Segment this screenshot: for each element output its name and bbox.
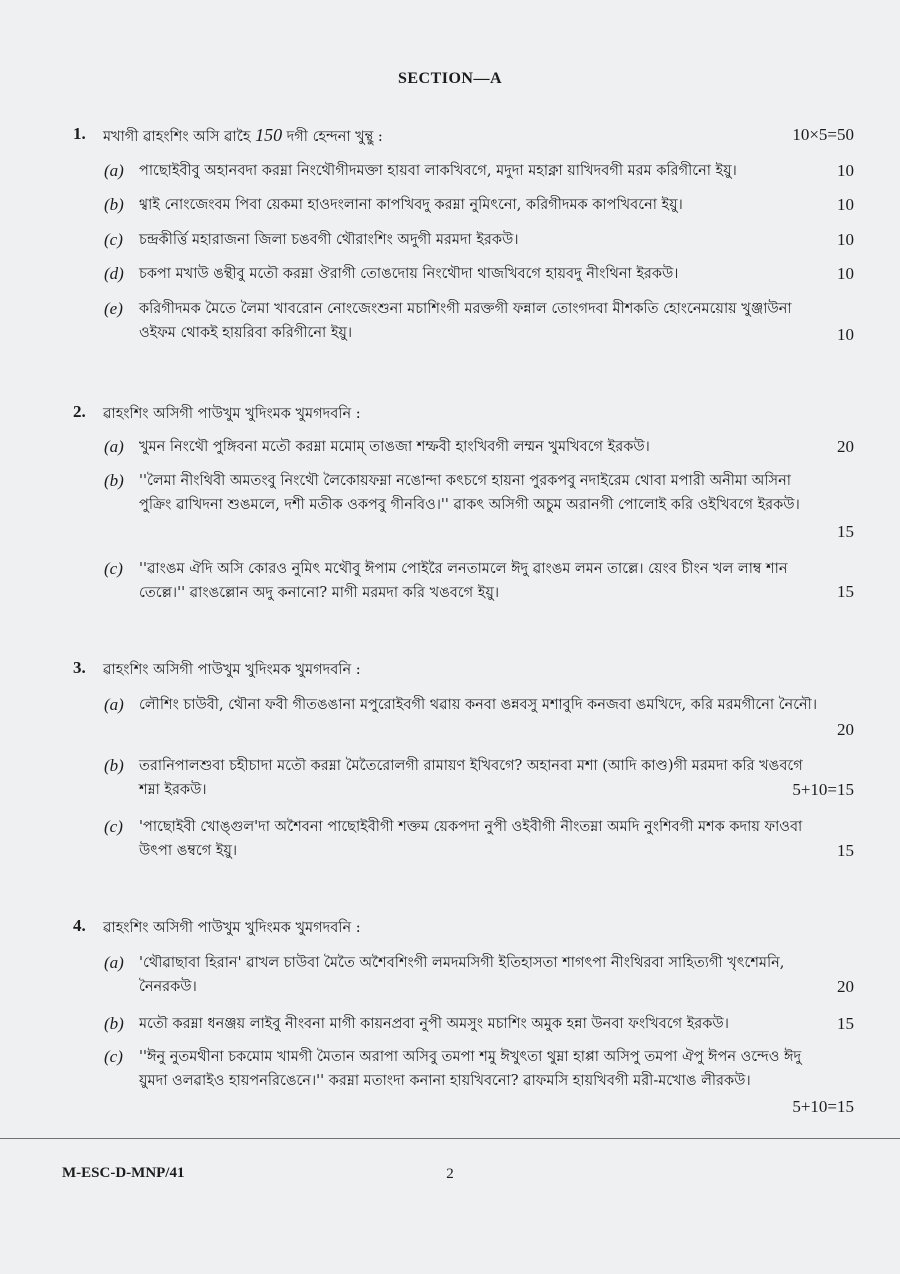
part-marks: 20 [837,720,854,739]
part-label: (b) [104,195,124,214]
question-number: 3. [73,658,86,677]
footer-divider [0,1138,900,1139]
section-title: SECTION—A [397,70,503,87]
part-text: মতৌ করম্না ধনঞ্জয় লাইবু নীংবনা মাগী কায়নপ্রবা নুপী অমসুং মচাশিং অমুক হন্না উনবা ফংখিবগে ইরকউ। [139,1016,729,1032]
part-label: (c) [104,559,123,578]
part-marks: 15 [837,1014,854,1033]
part-marks: 20 [837,437,854,456]
part-text: 'পাছোইবী খোঙ্গুল'দা অশৈবনা পাছোইবীগী শক্তম য়েকপদা নুপী ওইবীগী নীংতম্না অমদি নুংশিবগী মশক কদায় ফাওবা উৎপা ঙম্বগে ইয়ু। [139,819,803,859]
part-label: (b) [104,471,124,490]
part-label: (a) [104,161,124,180]
question-prompt: ৱাহংশিং অসিগী পাউখুম খুদিংমক খুমগদবনি : [103,920,361,936]
part-marks: 15 [837,582,854,601]
part-label: (c) [104,817,123,836]
question-prompt: ৱাহংশিং অসিগী পাউখুম খুদিংমক খুমগদবনি : [103,662,361,678]
part-marks: 15 [837,522,854,541]
page-number: 2 [446,1166,454,1182]
part-label: (b) [104,756,124,775]
paper-code: M-ESC-D-MNP/41 [62,1165,185,1181]
part-marks: 5+10=15 [792,1097,854,1116]
part-text: থ্বাই নোংজেংবম পিবা য়েকমা হাওদংলানা কাপখিবদু করম্না নুমিৎনো, করিগীদমক কাপখিবনো ইয়ু। [139,197,683,213]
part-label: (a) [104,953,124,972]
part-text: 'থৌৱাছাবা হিরান' ৱাখল চাউবা মৈতৈ অশৈবশিংগী লমদমসিগী ইতিহাসতা শাগৎপা নীংথিরবা সাহিত্যগী খৃৎশেমনি, নৈনরকউ। [139,955,785,995]
part-text: পাছোইবীবু অহানবদা করম্না নিংথৌগীদমক্তা হায়বা লাকখিবগে, মদুদা মহাক্না য়াখিদবগী মরম করিগীনো ইয়ু। [139,163,737,179]
part-text: লৌশিং চাউবী, থৌনা ফবী গীতঙঙানা মপুরোইবগী থৱায় কনবা ঙন্নবসু মশাবুদি কনজবা ঙমখিদে, করি মরমগীনো নৈনৌ। [139,697,818,713]
question-number: 1. [73,124,86,143]
part-text: চন্দ্রকীর্ত্তি মহারাজনা জিলা চঙবগী থৌরাংশিং অদুগী মরমদা ইরকউ। [139,232,519,248]
part-label: (a) [104,437,124,456]
part-text: খুমন নিংথৌ পুঙ্গিবনা মতৌ করম্না মমোম্ তাঙজা শম্ফবী হাংখিবগী লম্মন খুমখিবগে ইরকউ। [139,439,650,455]
part-text: চকপা মখাউ ঙন্থীবু মতৌ করম্না ঔরাগী তোঙদোয় নিংথৌদা থাজখিবগে হায়বদু নীংথিনা ইরকউ। [139,266,679,282]
part-marks: 10 [837,161,854,180]
part-marks: 5+10=15 [792,780,854,799]
part-marks: 10 [837,264,854,283]
part-text: করিগীদমক মৈতে লৈমা খাবরোন নোংজেংশুনা মচাশিংগী মরক্তগী ফন্নাল তোংগদবা মীশকতি হোংনেময়োয় খুঞ্জাউনা ওইফম থোকই হায়রিবা করিগীনো ইয়ু। [139,301,792,341]
part-label: (c) [104,230,123,249]
prompt-text: মখাগী ৱাহংশিং অসি ৱাহৈ [103,129,256,145]
part-label: (d) [104,264,124,283]
part-text: তরানিপালশুবা চহীচাদা মতৌ করম্না মৈতৈরোলগী রামায়ণ ইখিবগে? অহানবা মশা (আদি কাণ্ড)গী মরমদা করি খঙবগে শম্না ইরকউ। [139,758,803,798]
part-marks: 10 [837,325,854,344]
question-prompt: ৱাহংশিং অসিগী পাউখুম খুদিংমক খুমগদবনি : [103,406,361,422]
total-marks: 10×5=50 [792,125,854,144]
question-number: 4. [73,916,86,935]
prompt-number: 150 [255,125,283,145]
part-text: ''লৈমা নীংথিবী অমতংবু নিংথৌ লৈকোয়ফম্না নঙোন্দা কৎচগে হায়না পুরকপবু নদাইরেম থোবা মপারী অনীমা অসিনা পুক্রিং ৱাখিদনা শুঙমলে, দশী মতীক ওকপবু গীনবিও।'' ৱাকৎ অসিগী অচুম অরানগী পোলোই করি ওইখিবগে ইরকউ। [139,473,800,513]
part-label: (a) [104,695,124,714]
part-label: (b) [104,1014,124,1033]
part-marks: 15 [837,841,854,860]
part-label: (c) [104,1047,123,1066]
question-prompt [103,125,383,150]
question-number: 2. [73,402,86,421]
part-marks: 10 [837,195,854,214]
part-text: ''ঈনু নুতমথীনা চকমোম খামগী মৈতান অরাপা অসিবু তমপা শমু ঈখুৎতা থুম্না হাপ্পা অসিপু তমপা ঐপু ঈপন ওন্দেও ঈদু য়ুমদা ওলৱাইও হায়পনরিঙেনে।'' করম্না মতাংদা কনানা হায়খিবনো? ৱাফমসি হায়খিবগী মরী-মখোঙ লীরকউ। [139,1049,802,1089]
part-label: (e) [104,299,123,318]
prompt-text-end: দগী হেন্দনা খুন্থু : [282,129,383,145]
part-marks: 10 [837,230,854,249]
part-marks: 20 [837,977,854,996]
part-text: ''ৱাংঙম ঐদি অসি কোরও নুমিৎ মথৌবু ঈপাম পোইরৈ লনতামলে ঈদু ৱাংঙম লমন তাল্লে। য়েংব চীংন খল লাম্ব শান তেল্লে।'' ৱাংঙল্লোন অদু কনানো? মাগী মরমদা করি খঙবগে ইয়ু। [139,561,788,601]
